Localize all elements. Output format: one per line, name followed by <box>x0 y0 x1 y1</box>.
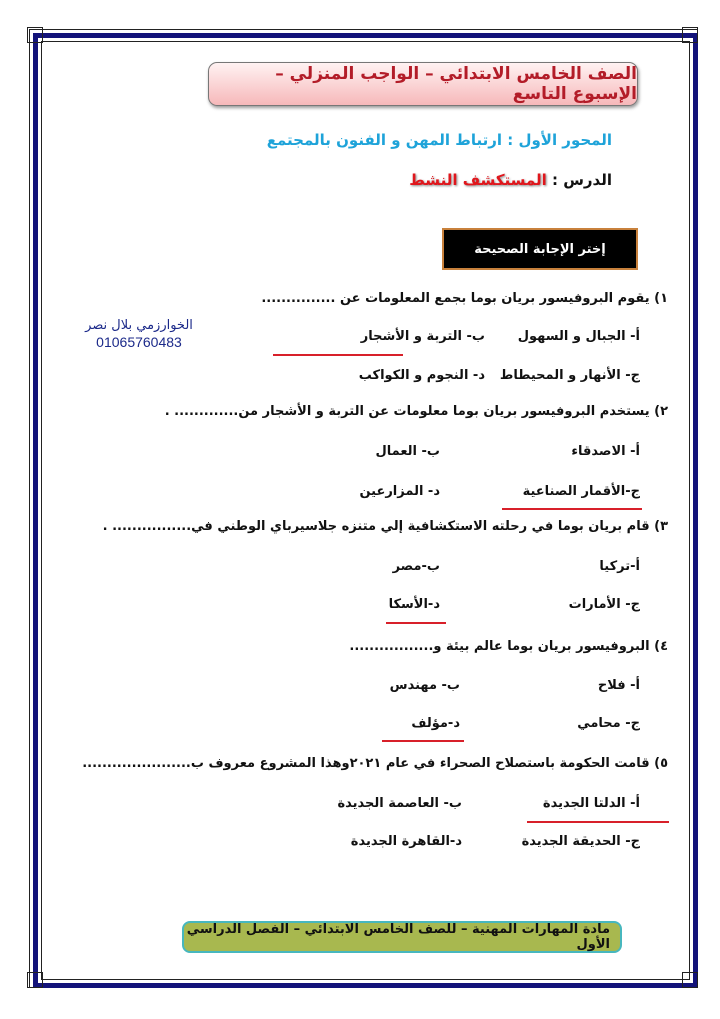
option-2a: أ- الاصدقاء <box>571 444 640 459</box>
watermark-name: الخوارزمي بلال نصر <box>85 318 193 333</box>
lesson-heading <box>409 171 612 189</box>
question-3: ٣) قام بريان بوما في رحلته الاستكشافية إلي متنزه جلاسيرباي الوطني في................ . <box>102 519 668 534</box>
question-4: ٤) البروفيسور بريان بوما عالم بيئة و................. <box>349 639 668 654</box>
question-1: ١) يقوم البروفيسور بريان بوما بجمع المعلومات عن ............... <box>261 291 668 306</box>
option-2d: د- المزارعين <box>359 484 440 499</box>
option-2b: ب- العمال <box>375 444 440 459</box>
question-5: ٥) قامت الحكومة باستصلاح الصحراء في عام ٢٠٢١وهذا المشروع معروف ب...................... <box>82 756 668 771</box>
answer-underline <box>527 821 669 823</box>
answer-underline <box>273 354 403 356</box>
option-1d: د- النجوم و الكواكب <box>358 368 485 383</box>
instruction-banner <box>442 228 638 270</box>
corner-ornament <box>27 972 43 988</box>
option-1b: ب- التربة و الأشجار <box>360 329 485 344</box>
page-title: الصف الخامس الابتدائي – الواجب المنزلي – الإسبوع التاسع <box>275 64 637 104</box>
option-5a: أ- الدلتا الجديدة <box>542 796 640 811</box>
corner-ornament <box>682 27 698 43</box>
corner-ornament <box>682 972 698 988</box>
answer-underline <box>502 508 642 510</box>
option-3d: د-الأسكا <box>388 597 440 612</box>
answer-underline <box>386 622 446 624</box>
option-1c: ج- الأنهار و المحيطاط <box>499 368 640 383</box>
watermark <box>85 318 193 350</box>
watermark-phone: 01065760483 <box>96 334 182 350</box>
option-5c: ج- الحديقة الجديدة <box>521 834 640 849</box>
option-4d: د-مؤلف <box>411 716 460 731</box>
option-5d: د-القاهرة الجديدة <box>350 834 462 849</box>
option-3a: أ-تركيا <box>599 559 640 574</box>
footer-text: مادة المهارات المهنية – للصف الخامس الابتدائي – الفصل الدراسي الأول <box>186 922 610 952</box>
footer-banner <box>182 921 622 953</box>
unit-heading: المحور الأول : ارتباط المهن و الفنون بالمجتمع <box>266 131 612 149</box>
option-1a: أ- الجبال و السهول <box>517 329 640 344</box>
answer-underline <box>382 740 464 742</box>
lesson-name: المستكشف النشط <box>409 171 547 189</box>
lesson-label: الدرس : <box>552 171 612 189</box>
option-2c: ج-الأقمار الصناعية <box>522 484 640 499</box>
option-3b: ب-مصر <box>392 559 440 574</box>
option-5b: ب- العاصمة الجديدة <box>337 796 462 811</box>
option-3c: ج- الأمارات <box>568 597 640 612</box>
corner-ornament <box>27 27 43 43</box>
option-4b: ب- مهندس <box>389 678 460 693</box>
option-4c: ج- محامي <box>577 716 640 731</box>
option-4a: أ- فلاح <box>597 678 640 693</box>
instruction-text: إختر الإجابة الصحيحة <box>474 241 606 257</box>
title-banner <box>208 62 638 106</box>
question-2: ٢) يستخدم البروفيسور بريان بوما معلومات عن التربة و الأشجار من............. . <box>164 404 668 419</box>
